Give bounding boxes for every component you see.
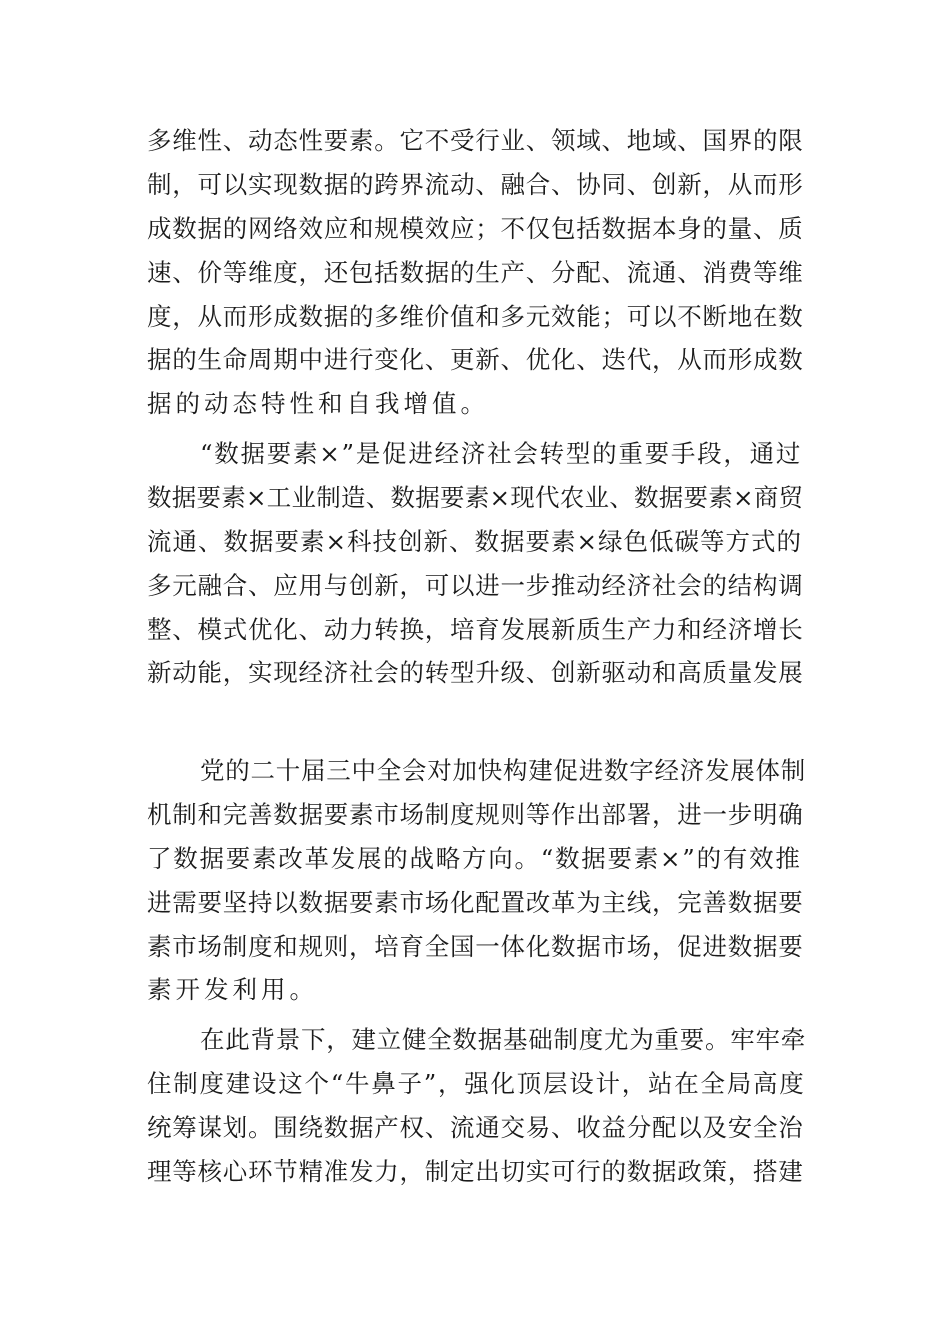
text-line: 理等核心环节精准发力，制定出切实可行的数据政策，搭建 (147, 1156, 804, 1186)
text-line: 成数据的网络效应和规模效应；不仅包括数据本身的量、质 (147, 213, 804, 243)
text-line: 素开发利用。 (147, 975, 318, 1005)
text-line: 进需要坚持以数据要素市场化配置改革为主线，完善数据要 (147, 887, 804, 917)
text-line: 统筹谋划。围绕数据产权、流通交易、收益分配以及安全治 (147, 1112, 804, 1142)
text-line: 制，可以实现数据的跨界流动、融合、协同、创新，从而形 (147, 169, 804, 199)
paragraph-1 (147, 119, 807, 426)
text-line: 数据要素×工业制造、数据要素×现代农业、数据要素×商贸 (147, 482, 804, 512)
text-line: 党的二十届三中全会对加快构建促进数字经济发展体制 (200, 756, 806, 785)
text-line: “数据要素×”是促进经济社会转型的重要手段，通过 (200, 439, 803, 468)
text-line: 多维性、动态性要素。它不受行业、领域、地域、国界的限 (147, 126, 804, 155)
text-line: 据的生命周期中进行变化、更新、优化、迭代，从而形成数 (147, 345, 804, 375)
text-line: 多元融合、应用与创新，可以进一步推动经济社会的结构调 (147, 570, 804, 600)
paragraph-3 (147, 749, 807, 1012)
paragraph-2 (147, 432, 807, 695)
text-line: 机制和完善数据要素市场制度规则等作出部署，进一步明确 (147, 799, 804, 829)
text-line: 整、模式优化、动力转换，培育发展新质生产力和经济增长 (147, 614, 804, 644)
text-line: 速、价等维度，还包括数据的生产、分配、流通、消费等维 (147, 257, 804, 287)
text-line: 住制度建设这个“牛鼻子”，强化顶层设计，站在全局高度 (147, 1068, 806, 1098)
text-line: 新动能，实现经济社会的转型升级、创新驱动和高质量发展 (147, 658, 804, 688)
text-line: 在此背景下，建立健全数据基础制度尤为重要。牢牢牵 (200, 1025, 806, 1054)
paragraph-4 (147, 1018, 807, 1194)
text-line: 了数据要素改革发展的战略方向。“数据要素×”的有效推 (147, 843, 802, 873)
text-line: 素市场制度和规则，培育全国一体化数据市场，促进数据要 (147, 931, 804, 961)
text-line: 据的动态特性和自我增值。 (147, 389, 489, 419)
text-line: 流通、数据要素×科技创新、数据要素×绿色低碳等方式的 (147, 526, 803, 556)
text-line: 度，从而形成数据的多维价值和多元效能；可以不断地在数 (147, 301, 804, 331)
